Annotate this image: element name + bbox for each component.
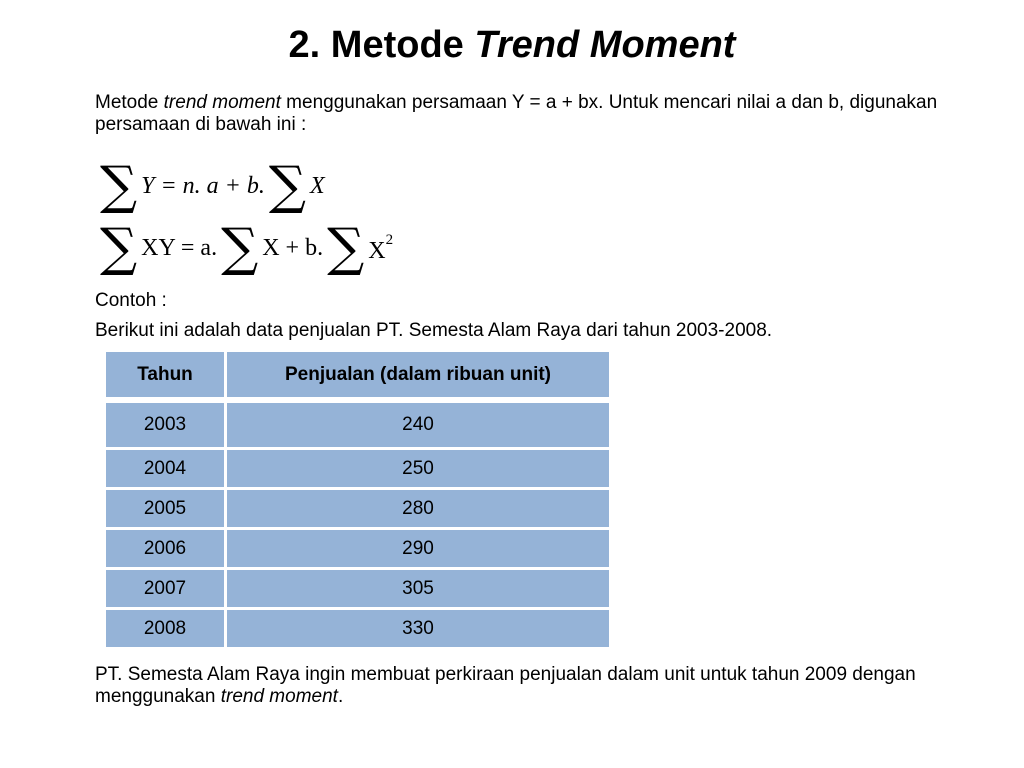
title-prefix: 2. Metode: [288, 24, 475, 66]
closing-paragraph: [95, 664, 975, 708]
cell-year: 2005: [105, 489, 226, 529]
closing-italic: trend moment: [220, 686, 338, 707]
cell-year: 2004: [105, 449, 226, 489]
sigma-symbol: ∑: [327, 218, 365, 278]
formula1-part2: X: [310, 172, 325, 199]
table-row: [105, 529, 611, 569]
table-row: [105, 569, 611, 609]
table-header-row: [105, 351, 611, 401]
cell-sales: 305: [226, 569, 611, 609]
header-penjualan: Penjualan (dalam ribuan unit): [226, 351, 611, 401]
cell-sales: 250: [226, 449, 611, 489]
closing-before: PT. Semesta Alam Raya ingin membuat perkiraan penjualan dalam unit untuk tahun 2009 dengan menggunakan: [95, 664, 916, 707]
cell-year: 2006: [105, 529, 226, 569]
sales-table: [103, 349, 612, 650]
slide-title: [0, 22, 1024, 68]
table-row: [105, 609, 611, 649]
contoh-label: Contoh :: [95, 290, 167, 311]
title-italic: Trend Moment: [474, 24, 736, 66]
formula2-part3: [368, 232, 393, 265]
formula2-x: X: [368, 237, 386, 264]
cell-sales: 290: [226, 529, 611, 569]
table-row: [105, 489, 611, 529]
cell-year: 2008: [105, 609, 226, 649]
table-row: [105, 400, 611, 449]
table-row: [105, 449, 611, 489]
formula2-part2: X + b.: [262, 234, 324, 261]
sigma-symbol: ∑: [268, 156, 306, 216]
cell-sales: 330: [226, 609, 611, 649]
sigma-symbol: ∑: [100, 218, 138, 278]
intro-after: menggunakan persamaan Y = a + bx. Untuk mencari nilai a dan b, digunakan persamaan di bawah ini :: [95, 92, 938, 135]
formula1-part1: Y = n. a + b.: [141, 172, 265, 199]
formula-sum-xy: [100, 218, 397, 278]
cell-year: 2003: [105, 400, 226, 449]
intro-paragraph: [95, 92, 975, 136]
sigma-symbol: ∑: [100, 156, 138, 216]
cell-year: 2007: [105, 569, 226, 609]
closing-after: .: [337, 686, 344, 707]
formula2-exponent: 2: [385, 231, 394, 248]
cell-sales: 240: [226, 400, 611, 449]
header-tahun: Tahun: [105, 351, 226, 401]
data-description: Berikut ini adalah data penjualan PT. Semesta Alam Raya dari tahun 2003-2008.: [95, 320, 773, 341]
cell-sales: 280: [226, 489, 611, 529]
formula2-part1: XY = a.: [141, 234, 218, 261]
formula-sum-y: [100, 156, 329, 216]
sigma-symbol: ∑: [221, 218, 259, 278]
intro-italic: trend moment: [163, 92, 281, 113]
intro-before: Metode: [95, 92, 164, 113]
